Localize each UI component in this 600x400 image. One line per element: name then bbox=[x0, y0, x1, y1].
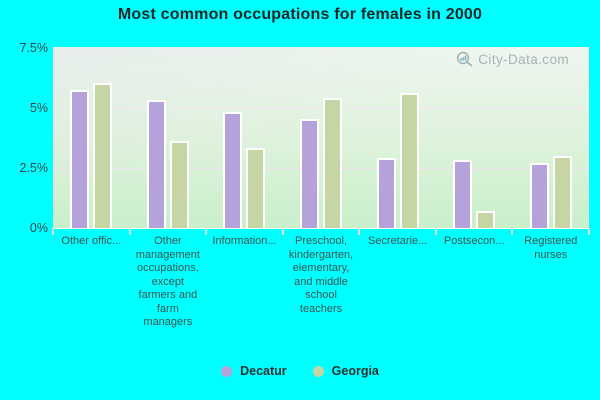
x-tick bbox=[129, 228, 131, 235]
x-axis-label: Postsecon... bbox=[443, 235, 505, 247]
bar-georgia bbox=[323, 98, 342, 228]
bar-decatur bbox=[377, 158, 396, 228]
x-axis-label: Other offic... bbox=[61, 235, 122, 247]
legend-label: Decatur bbox=[240, 364, 287, 378]
x-tick bbox=[52, 228, 54, 235]
bar-georgia bbox=[553, 156, 572, 228]
bars bbox=[53, 47, 589, 228]
bar-georgia bbox=[246, 148, 265, 228]
bar-decatur bbox=[453, 160, 472, 228]
x-axis-labels bbox=[53, 235, 589, 330]
y-tick-label: 2.5% bbox=[19, 161, 48, 175]
bar-group bbox=[53, 47, 130, 228]
bar-decatur bbox=[530, 163, 549, 228]
y-tick-label: 0% bbox=[29, 221, 48, 235]
bar-georgia bbox=[170, 141, 189, 228]
bar-decatur bbox=[147, 100, 166, 228]
watermark-text: City-Data.com bbox=[478, 51, 569, 67]
legend bbox=[0, 364, 600, 378]
y-tick-label: 5% bbox=[29, 101, 48, 115]
bar-group bbox=[206, 47, 283, 228]
bar-group bbox=[283, 47, 360, 228]
x-tick bbox=[282, 228, 284, 235]
x-tick bbox=[205, 228, 207, 235]
bar-group bbox=[512, 47, 589, 228]
x-tick bbox=[588, 228, 590, 235]
legend-item-decatur bbox=[221, 364, 287, 378]
x-axis-label: Preschool, kindergarten, elementary, and middle school teachers bbox=[288, 235, 354, 315]
x-tick bbox=[511, 228, 513, 235]
bar-georgia bbox=[476, 211, 495, 228]
x-axis-label: Secretarie... bbox=[367, 235, 428, 247]
bar-georgia bbox=[400, 93, 419, 228]
bar-group bbox=[359, 47, 436, 228]
bar-decatur bbox=[70, 90, 89, 228]
x-tick bbox=[358, 228, 360, 235]
bar-group bbox=[436, 47, 513, 228]
decatur-swatch-icon bbox=[221, 366, 232, 377]
legend-item-georgia bbox=[313, 364, 379, 378]
y-tick-label: 7.5% bbox=[19, 41, 48, 55]
bar-decatur bbox=[300, 119, 319, 228]
chart-title: Most common occupations for females in 2000 bbox=[117, 6, 483, 23]
x-tick bbox=[435, 228, 437, 235]
bar-group bbox=[130, 47, 207, 228]
bar-decatur bbox=[223, 112, 242, 228]
georgia-swatch-icon bbox=[313, 366, 324, 377]
legend-label: Georgia bbox=[331, 364, 379, 378]
x-axis-label: Information... bbox=[212, 235, 277, 247]
x-axis-label: Other management occupations, except farmers and farm managers bbox=[135, 235, 200, 328]
plot-area bbox=[53, 47, 589, 229]
bar-georgia bbox=[93, 83, 112, 228]
x-axis-label: Registered nurses bbox=[524, 235, 578, 261]
